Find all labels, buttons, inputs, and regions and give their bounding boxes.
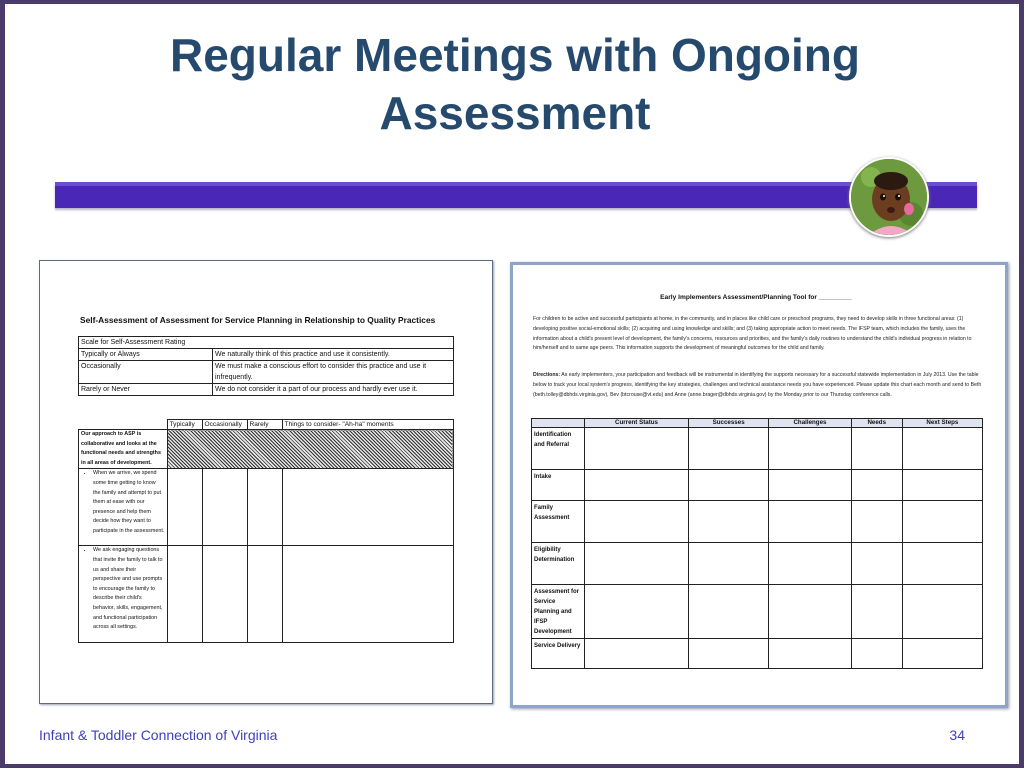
- entry-cell[interactable]: [902, 428, 982, 470]
- practice-intro-row: [79, 430, 454, 469]
- entry-cell[interactable]: [851, 543, 902, 585]
- rating-cell-occasionally[interactable]: [202, 546, 247, 643]
- entry-cell[interactable]: [769, 501, 851, 543]
- progress-header-row: [532, 419, 983, 428]
- practice-item-cell: [79, 546, 168, 643]
- row-label-family-assessment: Family Assessment: [532, 501, 585, 543]
- rating-scale-header-row: [79, 337, 454, 349]
- column-header-next-steps: Next Steps: [902, 419, 982, 428]
- progress-row: [532, 639, 983, 669]
- practice-item-text: • We ask engaging questions that invite the family to talk to us and share their perspective and use prompts to encourage the family to describe their child's behavior, skills, engagement, and functional participation across all settings.: [93, 546, 165, 632]
- rating-cell-rarely[interactable]: [247, 469, 282, 546]
- self-assessment-title: Self-Assessment of Assessment for Service Planning in Relationship to Quality Practices: [80, 315, 436, 325]
- column-header-challenges: Challenges: [769, 419, 851, 428]
- entry-cell[interactable]: [689, 585, 769, 639]
- practice-item-row: [79, 546, 454, 643]
- rating-scale-row: [79, 384, 454, 396]
- entry-cell[interactable]: [689, 501, 769, 543]
- rating-label: Typically or Always: [79, 349, 213, 361]
- row-label-assessment-service-planning: Assessment for Service Planning and IFSP Development: [532, 585, 585, 639]
- slide-title-line1: Regular Meetings with Ongoing: [170, 29, 860, 81]
- rating-cell-occasionally[interactable]: [202, 469, 247, 546]
- planning-tool-title: Early Implementers Assessment/Planning Tool for _________: [660, 294, 852, 301]
- entry-cell[interactable]: [769, 428, 851, 470]
- practice-item-row: [79, 469, 454, 546]
- row-label-eligibility-determination: Eligibility Determination: [532, 543, 585, 585]
- intro-paragraph: For children to be active and successful participants at home, in the community, and in places like child care or preschool programs, they need to develop skills in three functional areas: (1) developing positive social-emotional skills; (2) acquiring and using knowledge and skills; and (3) taking appropriate action to meet needs. The IFSP team, which includes the family, uses the information about a child's present level of development, the family's concerns, resources and priorities, and the family's daily routines to understand the child's individual progress in relation to him/herself and to same age peers. This information supports the development of meaningful outcomes for the child and family.: [533, 316, 972, 352]
- rating-scale-header: Scale for Self-Assessment Rating: [79, 337, 454, 349]
- rating-label: Occasionally: [79, 361, 213, 384]
- entry-cell[interactable]: [689, 639, 769, 669]
- entry-cell[interactable]: [585, 585, 689, 639]
- entry-cell[interactable]: [689, 470, 769, 501]
- entry-cell[interactable]: [769, 585, 851, 639]
- rating-cell-rarely[interactable]: [247, 546, 282, 643]
- directions-paragraph: [533, 371, 983, 400]
- entry-cell[interactable]: [902, 501, 982, 543]
- progress-row: [532, 585, 983, 639]
- practice-header-row: [79, 420, 454, 430]
- column-header-successes: Successes: [689, 419, 769, 428]
- entry-cell[interactable]: [585, 543, 689, 585]
- entry-cell[interactable]: [769, 543, 851, 585]
- column-header-typically: Typically: [167, 420, 202, 430]
- practice-item-text: • When we arrive, we spend some time getting to know the family and attempt to put them at ease with our presence and help them decide how they want to participate in the assessment.: [93, 469, 165, 536]
- entry-cell[interactable]: [585, 639, 689, 669]
- practice-intro-text: Our approach to ASP is collaborative and looks at the functional needs and strengths in all areas of development.: [79, 430, 168, 469]
- entry-cell[interactable]: [902, 543, 982, 585]
- practice-item-cell: [79, 469, 168, 546]
- entry-cell[interactable]: [585, 428, 689, 470]
- entry-cell[interactable]: [902, 585, 982, 639]
- rating-cell-typically[interactable]: [167, 546, 202, 643]
- slide-title: [65, 26, 965, 142]
- rating-meaning: We naturally think of this practice and use it consistently.: [213, 349, 454, 361]
- rating-scale-table: [78, 336, 454, 396]
- slide-number: 34: [949, 727, 965, 743]
- self-assessment-document: [39, 260, 493, 704]
- rating-scale-row: [79, 361, 454, 384]
- column-header-needs: Needs: [851, 419, 902, 428]
- progress-row: [532, 428, 983, 470]
- row-label-intake: Intake: [532, 470, 585, 501]
- entry-cell[interactable]: [851, 585, 902, 639]
- progress-tracking-table: [531, 418, 983, 669]
- child-photo-illustration: [851, 159, 927, 235]
- footer-organization: Infant & Toddler Connection of Virginia: [39, 727, 278, 743]
- entry-cell[interactable]: [769, 639, 851, 669]
- progress-row: [532, 470, 983, 501]
- entry-cell[interactable]: [902, 639, 982, 669]
- rating-cell-typically[interactable]: [167, 469, 202, 546]
- title-divider-highlight: [55, 182, 977, 186]
- column-header-things-to-consider: Things to consider- "Ah-ha" moments: [282, 420, 454, 430]
- rating-scale-row: [79, 349, 454, 361]
- column-header-occasionally: Occasionally: [202, 420, 247, 430]
- shaded-cell: [167, 430, 454, 469]
- column-header-rarely: Rarely: [247, 420, 282, 430]
- directions-label: Directions:: [533, 372, 561, 378]
- practice-rating-table: [78, 419, 454, 643]
- progress-row: [532, 543, 983, 585]
- practice-header-blank: [79, 420, 168, 430]
- entry-cell[interactable]: [851, 470, 902, 501]
- ah-ha-notes-cell[interactable]: [282, 469, 454, 546]
- slide-title-line2: Assessment: [379, 87, 651, 139]
- entry-cell[interactable]: [851, 639, 902, 669]
- child-photo: [849, 157, 929, 237]
- entry-cell[interactable]: [902, 470, 982, 501]
- rating-label: Rarely or Never: [79, 384, 213, 396]
- ah-ha-notes-cell[interactable]: [282, 546, 454, 643]
- rating-meaning: We must make a conscious effort to consider this practice and use it infrequently.: [213, 361, 454, 384]
- planning-tool-document: [510, 262, 1008, 708]
- progress-row: [532, 501, 983, 543]
- row-label-identification-referral: Identification and Referral: [532, 428, 585, 470]
- entry-cell[interactable]: [585, 470, 689, 501]
- entry-cell[interactable]: [851, 428, 902, 470]
- row-label-service-delivery: Service Delivery: [532, 639, 585, 669]
- entry-cell[interactable]: [851, 501, 902, 543]
- directions-text: As early implementers, your participation and feedback will be instrumental in identifying the supports necessary for a successful statewide implementation in July 2013. Use the table below to track your local system's progress, identifying the key strategies, challenges and technical assistance needs you have experienced. Please update this chart each month and send to Beth (beth.tolley@dbhds.virginia.gov), Bev (btcrouse@vt.edu) and Anne (anne.brager@dbhds.virginia.gov) by the Monday prior to our Thursday conference calls.: [533, 372, 982, 398]
- entry-cell[interactable]: [769, 470, 851, 501]
- rating-meaning: We do not consider it a part of our process and hardly ever use it.: [213, 384, 454, 396]
- entry-cell[interactable]: [689, 428, 769, 470]
- column-header-blank: [532, 419, 585, 428]
- column-header-current-status: Current Status: [585, 419, 689, 428]
- entry-cell[interactable]: [689, 543, 769, 585]
- entry-cell[interactable]: [585, 501, 689, 543]
